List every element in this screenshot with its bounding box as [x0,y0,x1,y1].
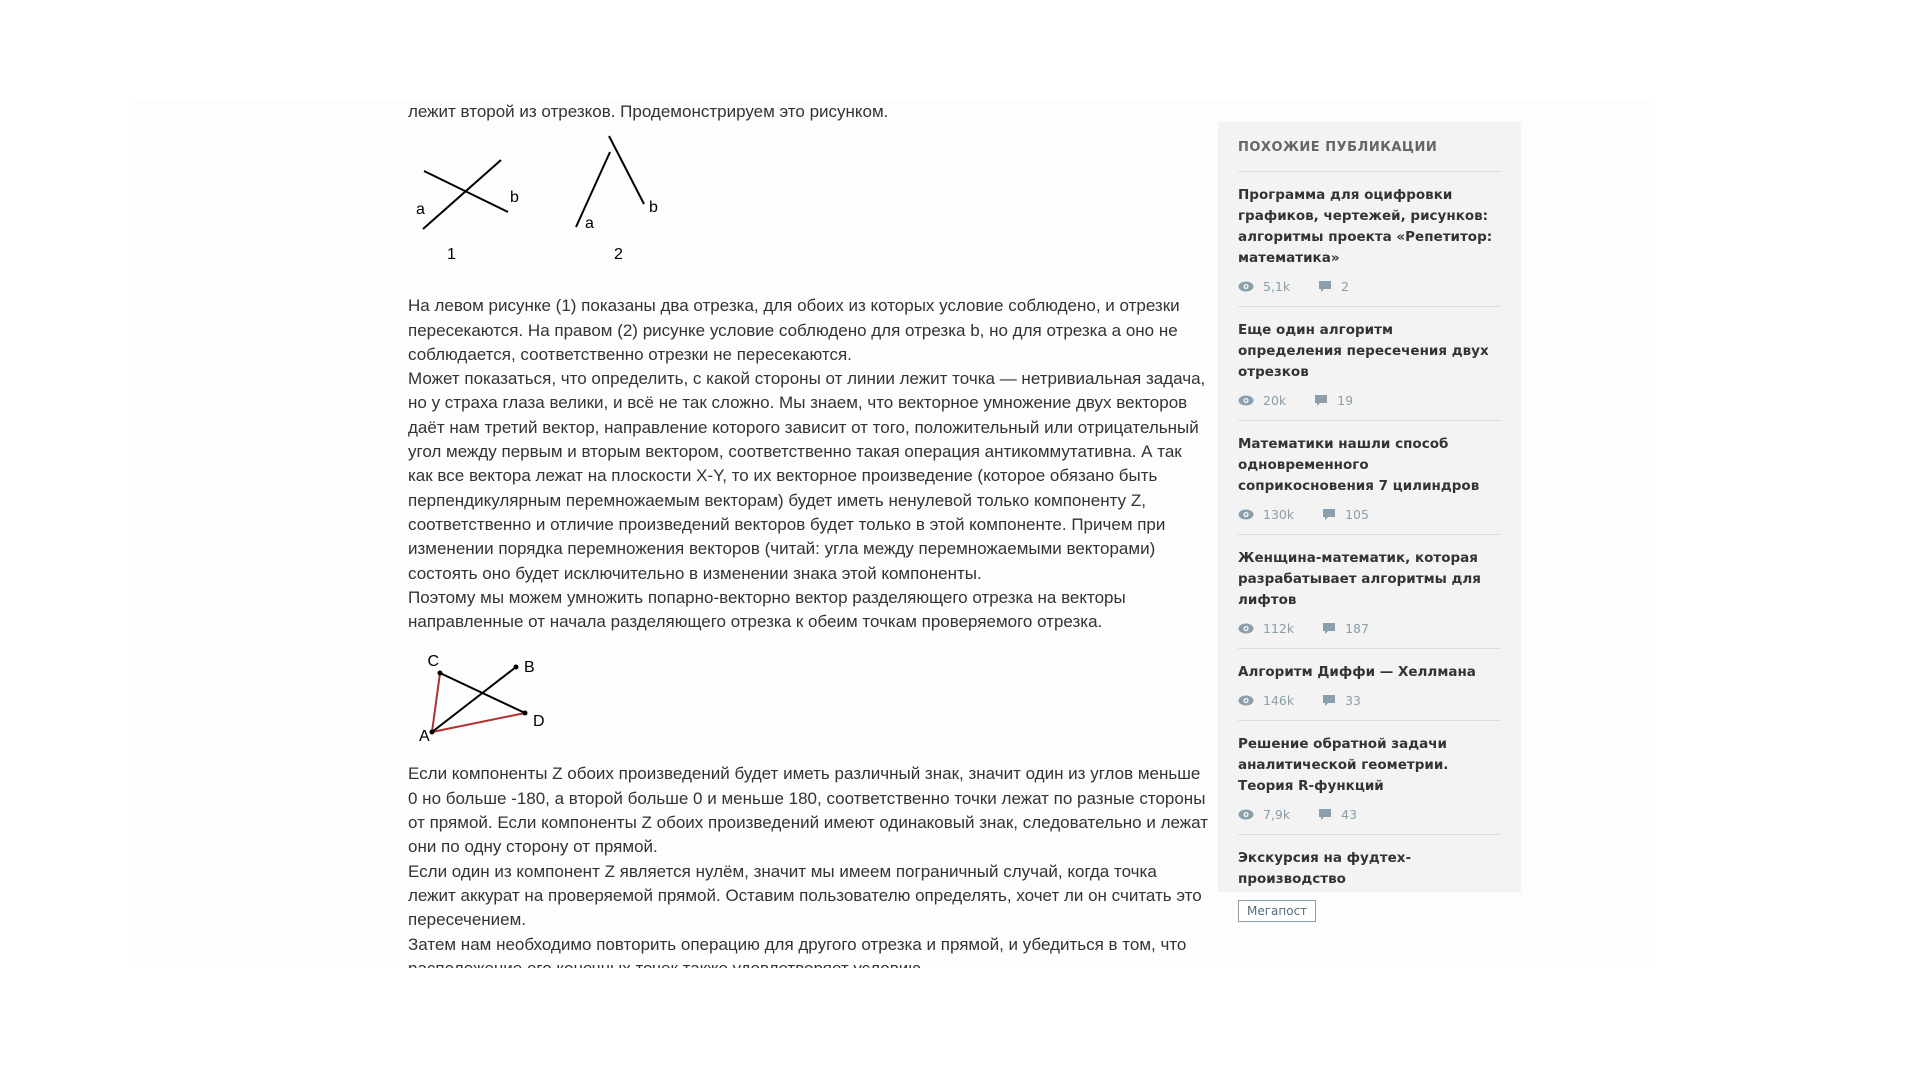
comment-icon [1318,808,1332,821]
views-count: 146k [1263,693,1295,708]
figure-cross-product-svg [408,650,608,762]
views-count: 7,9k [1263,807,1291,822]
promo-title-link[interactable]: Экскурсия на фудтех-производство [1238,850,1412,887]
article-paragraphs-1 [408,294,1208,634]
views-stat [1238,279,1290,294]
article-intro: лежит второй из отрезков. Продемонстрируем это рисунком. [408,102,889,121]
fig1-label-right-b: b [649,199,658,217]
comments-count: 2 [1341,279,1350,294]
publication-stats [1238,507,1501,522]
article-paragraph: Если компоненты Z обоих произведений будет иметь различный знак, значит один из углов меньше 0 но больше -180, а второй больше 0 и меньше 180, соответственно точки лежат по разные стороны от прямой. Если компоненты Z обоих произведений имеют одинаковый знак, следовательно и лежат они по одну сторону от прямой. [408,764,1209,857]
views-count: 20k [1263,393,1287,408]
publication-title-link[interactable]: Программа для оцифровки графиков, чертежей, рисунков: алгоритмы проекта «Репетитор: математика» [1238,187,1493,266]
publication-stats [1238,279,1501,294]
article-paragraph: Если один из компонент Z является нулём, значит мы имеем пограничный случай, когда точка лежит аккурат на проверяемой прямой. Оставим пользователю определять, хочет ли он считать это пересечением. [408,861,1202,930]
fig2-label-d: D [533,713,545,731]
fig2-segment-ad [432,713,525,732]
views-count: 130k [1263,507,1295,522]
comments-count: 187 [1345,621,1369,636]
fig2-label-c: C [427,653,439,671]
comments-stat[interactable] [1318,807,1357,822]
eye-icon [1238,809,1254,820]
views-stat [1238,807,1290,822]
comment-icon [1318,280,1332,293]
fig1-label-left-num: 1 [447,246,456,264]
publication-stats [1238,393,1501,408]
fig2-point-d [523,711,528,716]
publication-item [1238,721,1501,835]
fig2-point-c [438,671,443,676]
publication-item [1238,421,1501,535]
fig1-segment-right-1 [609,136,644,204]
fig2-point-a [430,730,435,735]
views-count: 112k [1263,621,1295,636]
publication-title-link[interactable]: Женщина-математик, которая разрабатывает алгоритмы для лифтов [1238,550,1481,608]
megapost-badge[interactable]: Мегапост [1238,900,1316,922]
publication-stats [1238,693,1501,708]
comments-stat[interactable] [1318,279,1349,294]
publication-title-link[interactable]: Еще один алгоритм определения пересечения двух отрезков [1238,322,1489,380]
eye-icon [1238,281,1254,292]
comments-stat[interactable] [1322,693,1361,708]
views-stat [1238,693,1294,708]
bottom-fade [0,968,1920,1080]
fig2-segment-ac [432,673,440,732]
comment-icon [1322,694,1336,707]
publication-item [1238,649,1501,721]
article-paragraph: На левом рисунке (1) показаны два отрезка, для обоих из которых условие соблюдено, и отрезки пересекаются. На правом (2) рисунке условие соблюдено для отрезка b, но для отрезка a оно не соблюдается, соответственно отрезки не пересекаются. [408,296,1180,364]
eye-icon [1238,695,1254,706]
fig1-segment-left-2 [423,160,501,229]
figure-cross-product [408,650,1208,762]
article-paragraph: Поэтому мы можем умножить попарно-векторно вектор разделяющего отрезка на векторы направленные от начала разделяющего отрезка к обеим точкам проверяемого отрезка. [408,587,1126,632]
publication-stats [1238,621,1501,636]
publication-item [1238,172,1501,307]
views-count: 5,1k [1263,279,1291,294]
fig2-label-b: B [524,659,535,677]
promo-item [1238,835,1501,934]
article-paragraph: Затем нам необходимо повторить операцию для другого отрезка и прямой, и убедиться в том, что [408,934,1187,954]
publication-item [1238,307,1501,421]
fig1-label-right-a: a [585,215,594,233]
publication-item [1238,535,1501,649]
comment-icon [1314,394,1328,407]
comments-count: 33 [1345,693,1362,708]
article-body [408,100,1208,1030]
article-paragraph: Может показаться, что определить, с какой стороны от линии лежит точка — нетривиальная задача, но у страха глаза велики, и всё не так сложно. Мы знаем, что векторное умножение двух векторов даёт нам третий вектор, направление которого зависит от того, положительный или отрицательный угол между первым и вторым вектором, соответственно такая операция антикоммутативна. А так как все вектора лежат на плоскости X-Y, то их векторное произведение (которое обязано быть перпендикулярным перемножаемым векторам) будет иметь ненулевой только компоненту Z, соответственно и отличие произведений векторов будет только в этой компоненте. Причем при изменении порядка перемножения векторов (читай: угла между перемножаемыми векторами) состоять оно будет исключительно в изменении знака этой компоненты. [408,369,1206,583]
similar-publications-sidebar [1218,122,1521,918]
fig1-label-left-a: a [416,201,425,219]
comment-icon [1322,622,1336,635]
publication-title-link[interactable]: Алгоритм Диффи — Хеллмана [1238,664,1476,680]
eye-icon [1238,509,1254,520]
comments-count: 43 [1341,807,1358,822]
publication-title-link[interactable]: Решение обратной задачи аналитической геометрии. Теория R-функций [1238,736,1449,794]
comments-stat[interactable] [1322,507,1369,522]
comments-count: 19 [1337,393,1354,408]
publication-stats [1238,807,1501,822]
comment-icon [1322,508,1336,521]
views-stat [1238,393,1286,408]
views-stat [1238,507,1294,522]
comments-count: 105 [1345,507,1369,522]
fig2-label-a: A [419,728,430,746]
fig1-label-right-num: 2 [614,246,623,264]
eye-icon [1238,395,1254,406]
figure-segments-svg [408,134,708,294]
fig2-point-b [514,665,519,670]
fig1-label-left-b: b [510,189,519,207]
comments-stat[interactable] [1314,393,1353,408]
views-stat [1238,621,1294,636]
fig2-segment-ab [432,667,516,732]
eye-icon [1238,623,1254,634]
comments-stat[interactable] [1322,621,1369,636]
figure-segments [408,134,1208,294]
sidebar-title: ПОХОЖИЕ ПУБЛИКАЦИИ [1238,138,1501,172]
publication-title-link[interactable]: Математики нашли способ одновременного соприкосновения 7 цилиндров [1238,436,1480,494]
